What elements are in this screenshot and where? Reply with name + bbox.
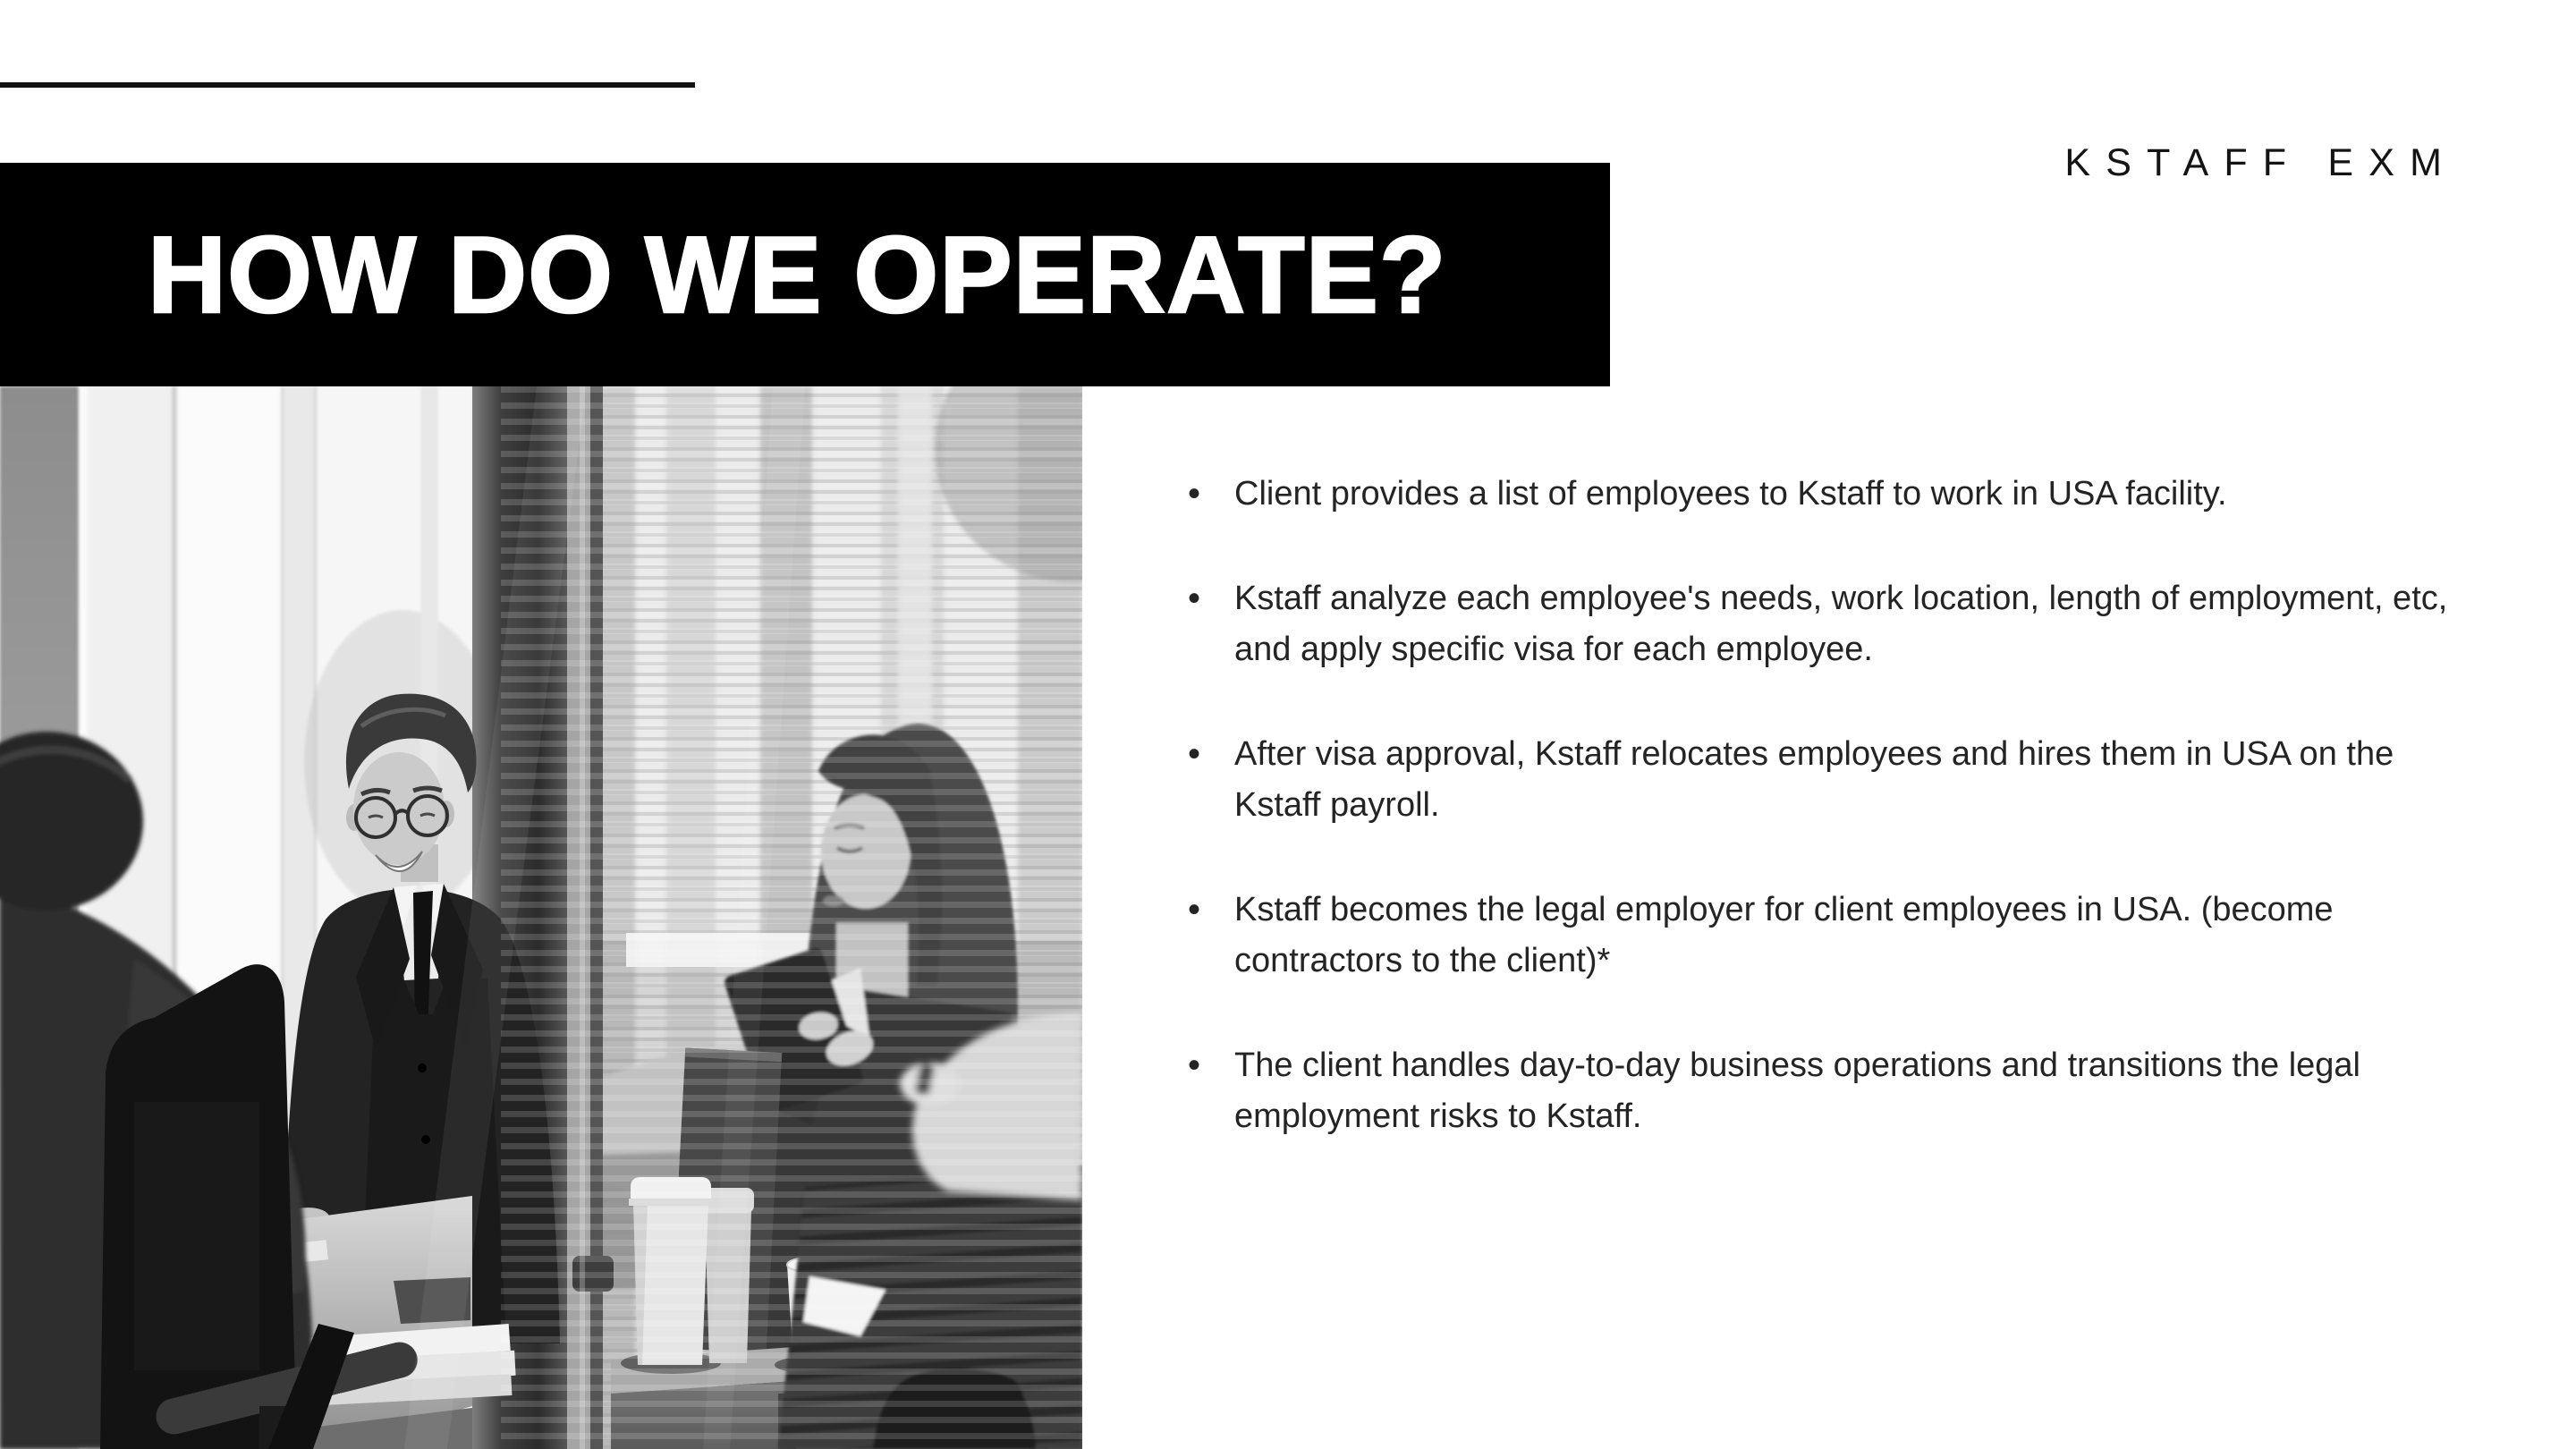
slide-title: HOW DO WE OPERATE?: [148, 214, 1447, 335]
brand-wordmark: KSTAFF EXM: [2064, 141, 2458, 184]
bullet-item: • Kstaff becomes the legal employer for client employees in USA. (become contractors to the client)*: [1186, 885, 2456, 987]
title-banner: [0, 163, 1610, 386]
meeting-photo: [0, 386, 1082, 1449]
meeting-photo-illustration: [0, 386, 1082, 1449]
bullet-item: • Kstaff analyze each employee's needs, work location, length of employment, etc, and apply specific visa for each employee.: [1186, 573, 2456, 675]
accent-line: [0, 82, 695, 88]
bullet-list: [1186, 469, 2456, 1196]
bullet-item: • Client provides a list of employees to Kstaff to work in USA facility.: [1186, 469, 2456, 520]
bullet-item: • The client handles day-to-day business operations and transitions the legal employment risks to Kstaff.: [1186, 1040, 2456, 1142]
bullet-item: • After visa approval, Kstaff relocates employees and hires them in USA on the Kstaff payroll.: [1186, 729, 2456, 831]
photo-reflections: [404, 386, 1082, 1449]
